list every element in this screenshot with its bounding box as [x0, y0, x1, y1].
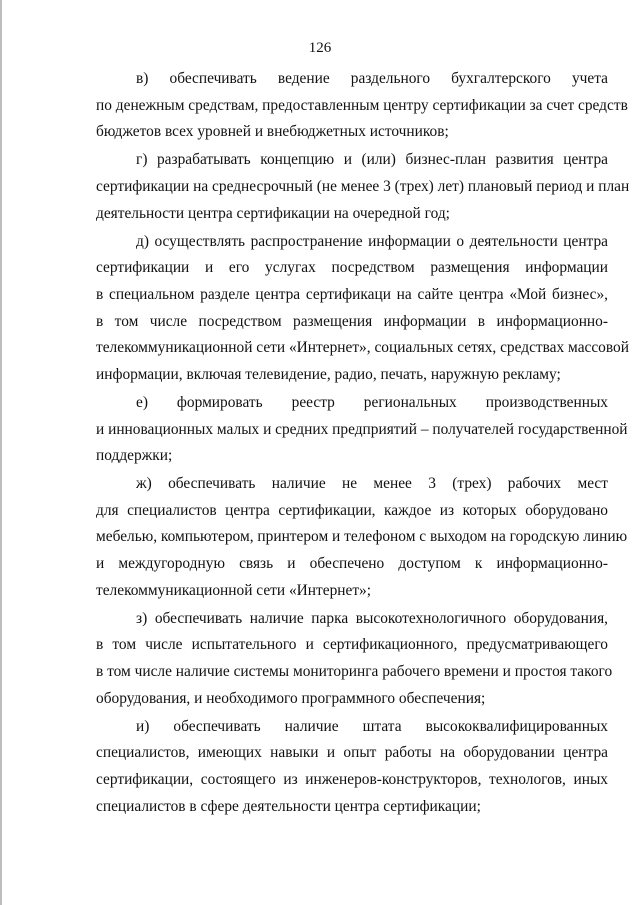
text-line: в том числе посредством размещения информации в информационно-: [96, 312, 608, 330]
text-line: для специалистов центра сертификации, каждое из которых оборудовано: [96, 501, 608, 519]
text-line: сертификации на среднесрочный (не менее 3 (трех) лет) плановый период и план: [96, 177, 630, 195]
text-line: и инновационных малых и средних предприятий – получателей государственной: [96, 420, 628, 438]
text-line: по денежным средствам, предоставленным центру сертификации за счет средств: [96, 96, 628, 114]
text-line: сертификации, состоящего из инженеров-конструкторов, технологов, иных: [96, 771, 608, 788]
text-line: телекоммуникационной сети «Интернет», социальных сетях, средствах массовой: [96, 339, 629, 357]
text-line: в том числе испытательного и сертификационного, предусматривающего: [96, 636, 608, 654]
text-line: телекоммуникационной сети «Интернет»;: [96, 581, 372, 599]
text-line: г) разрабатывать концепцию и (или) бизнес-план развития центра: [136, 151, 608, 169]
paragraph-d: [96, 229, 629, 389]
text-line: специалистов, имеющих навыки и опыт работы на оборудовании центра: [96, 744, 608, 762]
text-line: д) осуществлять распространение информации о деятельности центра: [136, 232, 608, 250]
text-line: в) обеспечивать ведение раздельного бухгалтерского учета: [136, 70, 608, 87]
text-line: и междугородную связь и обеспечено доступом к информационно-: [96, 555, 608, 573]
paragraph-i: [96, 714, 608, 820]
text-line: сертификации и его услугах посредством размещения информации: [96, 259, 608, 277]
paragraph-g: [96, 147, 630, 227]
paragraph-zh: [96, 471, 628, 604]
text-line: и) обеспечивать наличие штата высококвалифицированных: [136, 717, 608, 735]
paragraph-e: [96, 390, 628, 470]
text-line: е) формировать реестр региональных производственных: [136, 393, 608, 411]
text-line: з) обеспечивать наличие парка высокотехнологичного оборудования,: [136, 609, 608, 627]
text-line: оборудования, и необходимого программного обеспечения;: [96, 689, 486, 707]
text-line: ж) обеспечивать наличие не менее 3 (трех) рабочих мест: [136, 475, 608, 493]
document-body: [96, 66, 630, 822]
text-line: в том числе наличие системы мониторинга рабочего времени и простоя такого: [96, 663, 613, 681]
paragraph-v: [96, 66, 628, 146]
text-line: мебелью, компьютером, принтером и телефоном с выходом на городскую линию: [96, 528, 628, 546]
text-line: информации, включая телевидение, радио, печать, наружную рекламу;: [96, 365, 561, 383]
text-line: бюджетов всех уровней и внебюджетных источников;: [96, 123, 449, 141]
text-line: специалистов в сфере деятельности центра сертификации;: [96, 797, 481, 815]
page-number: 126: [308, 40, 332, 56]
text-line: деятельности центра сертификации на очередной год;: [96, 204, 450, 222]
text-line: в специальном разделе центра сертификаци на сайте центра «Мой бизнес»,: [96, 285, 608, 303]
text-line: поддержки;: [96, 447, 173, 465]
paragraph-z: [96, 606, 613, 712]
